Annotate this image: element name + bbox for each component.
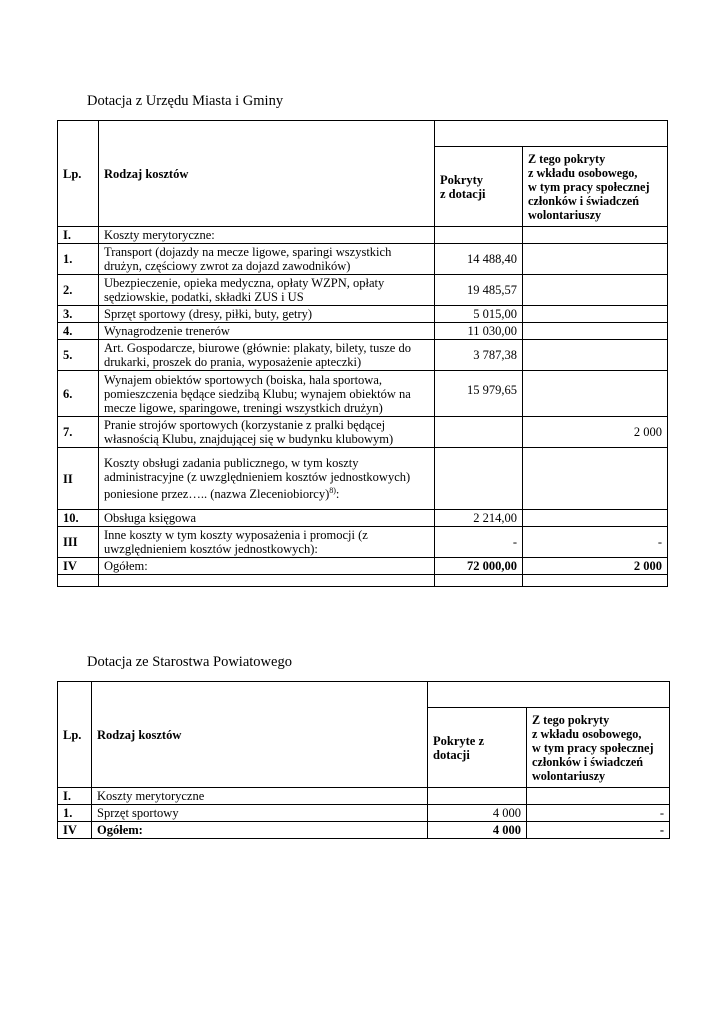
table-row: 1. Transport (dojazdy na mecze ligowe, sparingi wszystkich drużyn, częściowy zwrot za dojazd zawodników) 14 488,40 [58, 244, 668, 275]
table-row: 1. Sprzęt sportowy 4 000 - [58, 805, 670, 822]
table-row: I. Koszty merytoryczne [58, 788, 670, 805]
cost-table-city [57, 120, 668, 587]
table-row: 5. Art. Gospodarcze, biurowe (głównie: plakaty, bilety, tusze do drukarki, proszek do prania, wyposażenie apteczki) 3 787,38 [58, 340, 668, 371]
table-row: III Inne koszty w tym koszty wyposażenia i promocji (z uwzględnieniem kosztów jednostkowych): - - [58, 527, 668, 558]
table-row: II Koszty obsługi zadania publicznego, w tym koszty administracyjne (z uwzględnieniem kosztów jednostkowych) poniesione przez….. (nazwa Zleceniobiorcy)$^{8)}$: [58, 448, 668, 510]
table-row: I. Koszty merytoryczne: [58, 227, 668, 244]
header-top-row [58, 682, 670, 708]
total-row: IV Ogółem: 72 000,00 2 000 [58, 558, 668, 575]
table-row: 4. Wynagrodzenie trenerów 11 030,00 [58, 323, 668, 340]
header-top-row [58, 121, 668, 147]
table-row: 7. Pranie strojów sportowych (korzystanie z pralki będącej własnością Klubu, znajdującej się w budynku klubowym) 2 000 [58, 417, 668, 448]
header-wklad: Z tego pokryty z wkładu osobowego, w tym pracy społecznej członków i świadczeń wolontariuszy [523, 147, 668, 227]
section1-title: Dotacja z Urzędu Miasta i Gminy [87, 93, 284, 109]
section2-title: Dotacja ze Starostwa Powiatowego [87, 654, 292, 670]
header-wklad: Z tego pokryty z wkładu osobowego, w tym pracy społecznej członków i świadczeń wolontariuszy [527, 708, 670, 788]
empty-row [58, 575, 668, 587]
table-row: 6. Wynajem obiektów sportowych (boiska, hala sportowa, pomieszczenia będące siedzibą Klubu; wynajem obiektów na mecze ligowe, sparingowe, treningi wszystkich drużyn) 15 979,65 [58, 371, 668, 417]
total-row: IV Ogółem: 4 000 - [58, 822, 670, 839]
header-lp: Lp. [58, 121, 99, 227]
header-pokryty: Pokryty z dotacji [435, 147, 523, 227]
header-lp: Lp. [58, 682, 92, 788]
header-pokryte: Pokryte z dotacji [428, 708, 527, 788]
header-rodzaj: Rodzaj kosztów [92, 682, 428, 788]
cost-table-county [57, 681, 670, 839]
table-row: 2. Ubezpieczenie, opieka medyczna, opłaty WZPN, opłaty sędziowskie, podatki, składki ZUS i US 19 485,57 [58, 275, 668, 306]
table-row: 3. Sprzęt sportowy (dresy, piłki, buty, getry) 5 015,00 [58, 306, 668, 323]
header-rodzaj: Rodzaj kosztów [99, 121, 435, 227]
table-row: 10. Obsługa księgowa 2 214,00 [58, 510, 668, 527]
